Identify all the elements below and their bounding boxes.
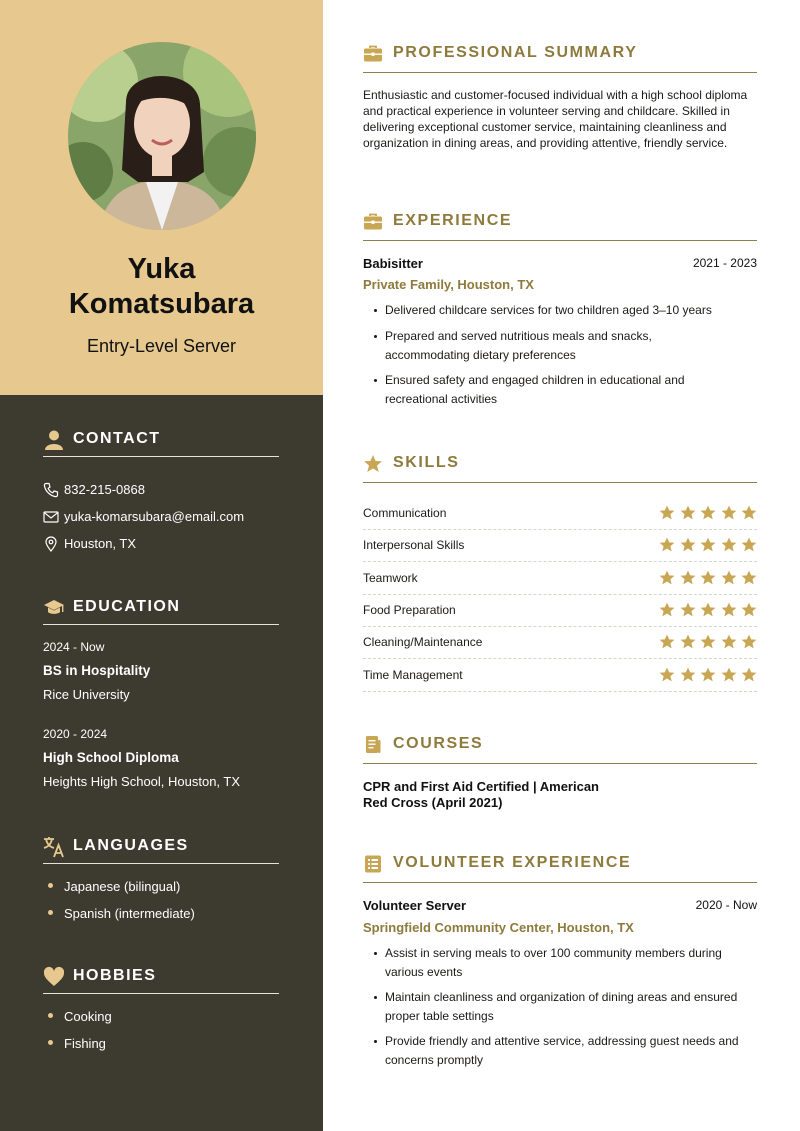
skill-name: Cleaning/Maintenance bbox=[363, 635, 483, 650]
person-icon bbox=[43, 429, 65, 451]
rating-star-icon bbox=[721, 505, 737, 521]
location-pin-icon bbox=[43, 536, 59, 552]
rating-star-icon bbox=[741, 570, 757, 586]
skill-rating bbox=[655, 634, 758, 650]
rating-star-icon bbox=[700, 537, 716, 553]
name-first: Yuka bbox=[127, 253, 196, 285]
document-icon bbox=[363, 735, 383, 755]
bullet bbox=[48, 910, 53, 915]
contact-heading-text: CONTACT bbox=[73, 430, 161, 447]
experience-heading-text: EXPERIENCE bbox=[393, 212, 513, 229]
skills-heading bbox=[363, 452, 757, 483]
skill-row bbox=[363, 626, 757, 659]
hobbies-heading-text: HOBBIES bbox=[73, 967, 157, 984]
rating-star-icon bbox=[721, 537, 737, 553]
contact-phone[interactable]: 832-215-0868 bbox=[64, 482, 145, 497]
experience-heading bbox=[363, 210, 757, 241]
star-icon bbox=[363, 454, 383, 474]
bullet bbox=[48, 1013, 53, 1018]
volunteer-dates: 2020 - Now bbox=[695, 898, 757, 912]
rating-star-icon bbox=[700, 602, 716, 618]
skill-row bbox=[363, 594, 757, 627]
candidate-name bbox=[0, 252, 323, 322]
courses-heading bbox=[363, 733, 757, 764]
rating-star-icon bbox=[741, 667, 757, 683]
rating-star-icon bbox=[680, 537, 696, 553]
hobbies-heading bbox=[43, 963, 279, 994]
contact-heading bbox=[43, 426, 279, 457]
rating-star-icon bbox=[721, 667, 737, 683]
rating-star-icon bbox=[700, 634, 716, 650]
rating-star-icon bbox=[680, 634, 696, 650]
bullet bbox=[374, 309, 377, 312]
rating-star-icon bbox=[741, 602, 757, 618]
phone-icon bbox=[43, 482, 59, 498]
summary-heading-text: PROFESSIONAL SUMMARY bbox=[393, 44, 638, 61]
skill-rating bbox=[655, 505, 758, 521]
languages-heading-text: LANGUAGES bbox=[73, 837, 189, 854]
bullet bbox=[48, 883, 53, 888]
rating-star-icon bbox=[700, 570, 716, 586]
bullet bbox=[48, 1040, 53, 1045]
rating-star-icon bbox=[659, 505, 675, 521]
volunteer-heading-text: VOLUNTEER EXPERIENCE bbox=[393, 854, 632, 871]
experience-dates: 2021 - 2023 bbox=[692, 256, 757, 270]
briefcase-icon bbox=[363, 212, 383, 232]
briefcase-icon bbox=[363, 44, 383, 64]
rating-star-icon bbox=[721, 602, 737, 618]
name-last: Komatsubara bbox=[68, 288, 255, 320]
experience-org: Private Family, Houston, TX bbox=[363, 277, 534, 292]
skill-rating bbox=[655, 667, 758, 683]
volunteer-bullet: Maintain cleanliness and organization of dining areas and ensured proper table settings bbox=[385, 990, 738, 1023]
experience-bullet: Prepared and served nutritious meals and snacks, accommodating dietary preferences bbox=[385, 329, 652, 362]
courses-heading-text: COURSES bbox=[393, 735, 484, 752]
bullet bbox=[374, 335, 377, 338]
rating-star-icon bbox=[721, 570, 737, 586]
rating-star-icon bbox=[659, 667, 675, 683]
rating-star-icon bbox=[741, 537, 757, 553]
experience-bullet: Ensured safety and engaged children in educational and recreational activities bbox=[385, 373, 685, 406]
skill-row bbox=[363, 659, 757, 692]
rating-star-icon bbox=[700, 505, 716, 521]
translate-icon bbox=[43, 836, 65, 858]
rating-star-icon bbox=[680, 602, 696, 618]
rating-star-icon bbox=[659, 537, 675, 553]
bullet bbox=[374, 996, 377, 999]
rating-star-icon bbox=[741, 505, 757, 521]
summary-text: Enthusiastic and customer-focused individual with a high school diploma and practical experience in volunteer serving and childcare. Skilled in delivering exceptional customer service, maintaining cleanliness and organization in dining areas, and providing attentive, friendly service. bbox=[363, 88, 748, 150]
education-school: Rice University bbox=[43, 687, 130, 702]
language-item: Japanese (bilingual) bbox=[64, 879, 181, 894]
skill-row bbox=[363, 497, 757, 530]
skill-name: Communication bbox=[363, 506, 447, 520]
rating-star-icon bbox=[741, 634, 757, 650]
education-dates: 2024 - Now bbox=[43, 640, 105, 654]
hobby-item: Cooking bbox=[64, 1009, 112, 1024]
rating-star-icon bbox=[680, 570, 696, 586]
skill-rating bbox=[655, 602, 758, 618]
skills-heading-text: SKILLS bbox=[393, 454, 460, 471]
education-degree: High School Diploma bbox=[43, 750, 179, 765]
bullet bbox=[374, 1040, 377, 1043]
rating-star-icon bbox=[680, 505, 696, 521]
rating-star-icon bbox=[680, 667, 696, 683]
skill-name: Food Preparation bbox=[363, 602, 456, 617]
education-school: Heights High School, Houston, TX bbox=[43, 774, 241, 789]
education-heading bbox=[43, 594, 279, 625]
skill-name: Time Management bbox=[363, 667, 463, 682]
education-degree: BS in Hospitality bbox=[43, 663, 151, 678]
experience-bullet: Delivered childcare services for two children aged 3–10 years bbox=[385, 303, 712, 317]
hobby-item: Fishing bbox=[64, 1036, 106, 1051]
rating-star-icon bbox=[659, 602, 675, 618]
volunteer-heading bbox=[363, 852, 757, 883]
skill-rating bbox=[655, 570, 758, 586]
course-item: CPR and First Aid Certified | American Red Cross (April 2021) bbox=[363, 779, 599, 810]
contact-location: Houston, TX bbox=[64, 536, 137, 551]
skill-name: Teamwork bbox=[363, 570, 418, 585]
bullet bbox=[374, 952, 377, 955]
education-heading-text: EDUCATION bbox=[73, 598, 181, 615]
heart-icon bbox=[43, 966, 65, 988]
language-item: Spanish (intermediate) bbox=[64, 906, 195, 921]
rating-star-icon bbox=[659, 634, 675, 650]
skill-name: Interpersonal Skills bbox=[363, 538, 465, 553]
experience-role: Babisitter bbox=[363, 256, 423, 271]
volunteer-bullet: Provide friendly and attentive service, addressing guest needs and concerns promptly bbox=[385, 1034, 739, 1067]
education-dates: 2020 - 2024 bbox=[43, 727, 108, 741]
rating-star-icon bbox=[721, 634, 737, 650]
volunteer-bullet: Assist in serving meals to over 100 community members during various events bbox=[385, 946, 722, 979]
graduation-cap-icon bbox=[43, 597, 65, 619]
email-icon bbox=[43, 509, 59, 525]
job-title: Entry-Level Server bbox=[86, 336, 237, 356]
languages-heading bbox=[43, 833, 279, 864]
skill-rating bbox=[655, 537, 758, 553]
contact-email[interactable]: yuka-komarsubara@email.com bbox=[64, 509, 245, 524]
rating-star-icon bbox=[700, 667, 716, 683]
profile-photo bbox=[68, 42, 256, 230]
skill-row bbox=[363, 529, 757, 562]
rating-star-icon bbox=[659, 570, 675, 586]
volunteer-org: Springfield Community Center, Houston, TX bbox=[363, 920, 634, 935]
skill-row bbox=[363, 562, 757, 595]
summary-heading bbox=[363, 42, 757, 73]
volunteer-role: Volunteer Server bbox=[363, 898, 467, 913]
list-icon bbox=[363, 854, 383, 874]
bullet bbox=[374, 379, 377, 382]
